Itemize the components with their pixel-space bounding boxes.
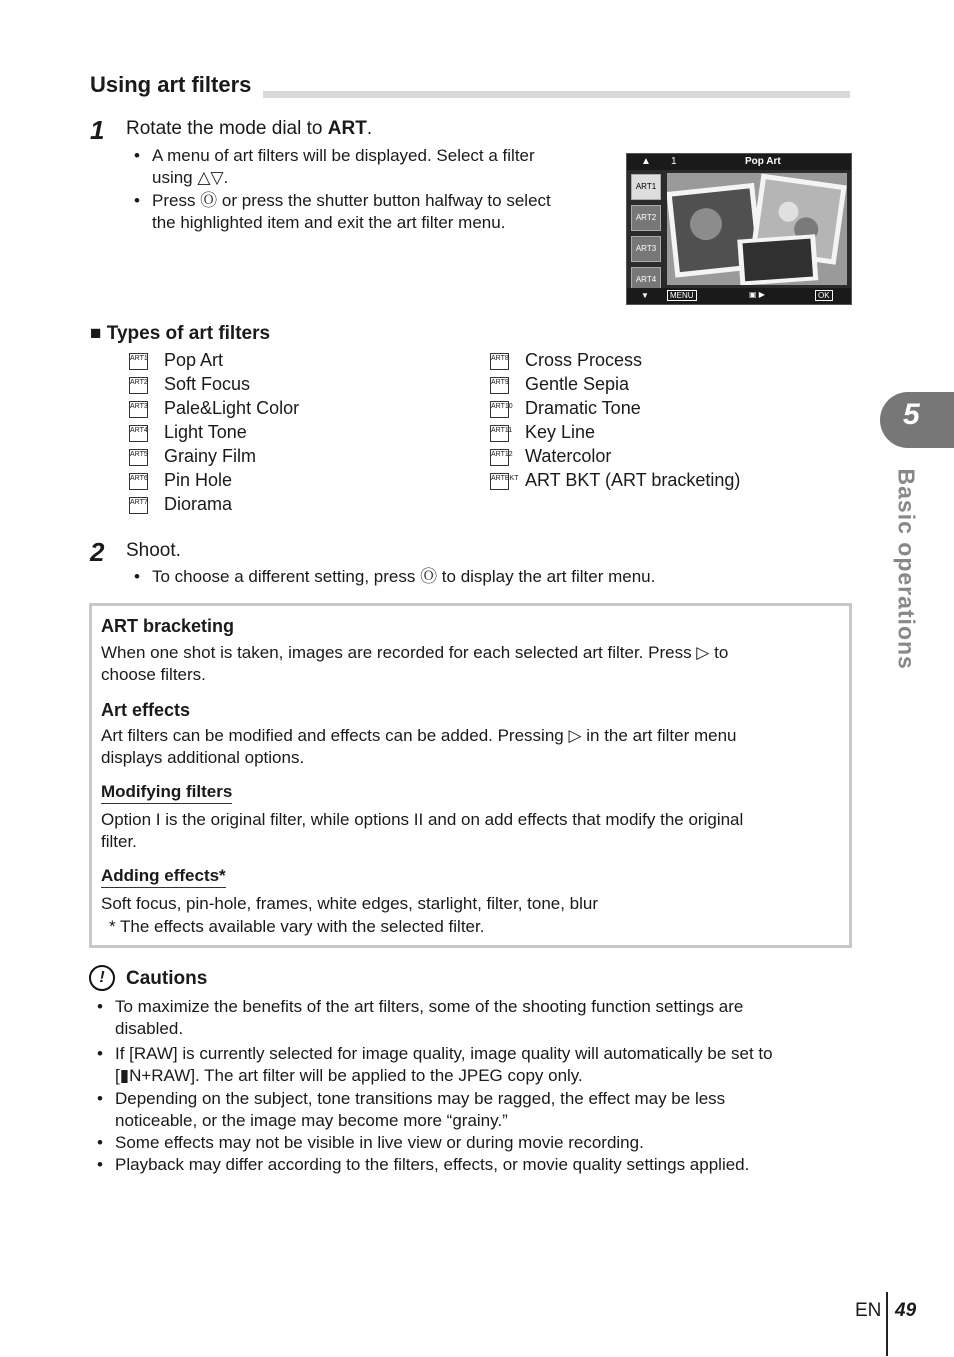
filter-item — [129, 446, 299, 470]
filter-item — [129, 398, 299, 422]
filter-item — [129, 470, 299, 494]
step-2-number: 2 — [90, 537, 105, 567]
filter-item — [490, 446, 740, 470]
box-line: filter. — [101, 832, 137, 851]
caution-line: Some effects may not be visible in live view or during movie recording. — [115, 1133, 644, 1152]
step-1-text — [126, 118, 372, 140]
bullet-dot: • — [97, 1133, 103, 1152]
types-title-text: Types of art filters — [106, 323, 271, 344]
step-2-bullet — [134, 566, 834, 588]
types-title — [90, 323, 270, 345]
photo-collage-icon — [667, 173, 847, 285]
filter-label: Dramatic Tone — [525, 398, 641, 418]
bullet-line: using △▽. — [152, 168, 229, 187]
square-bullet-icon: ■ — [90, 323, 102, 344]
art-filter-icon: ART1 — [631, 174, 661, 200]
bullet-line: To choose a different setting, press Ⓞ to display the art filter menu. — [152, 567, 656, 586]
step-1-mode: ART — [327, 118, 367, 139]
filter-label: Pop Art — [164, 350, 224, 370]
step-1-number: 1 — [90, 115, 105, 145]
modifying-filters-heading: Modifying filters — [101, 782, 232, 804]
art-filter-icon: ART8 — [490, 353, 509, 370]
title-rule — [263, 91, 850, 98]
filter-label: ART BKT (ART bracketing) — [525, 470, 741, 490]
page-number: 49 — [895, 1300, 917, 1321]
chapter-number: 5 — [903, 398, 920, 431]
adding-effects-heading: Adding effects* — [101, 866, 226, 888]
box-line: displays additional options. — [101, 748, 305, 767]
caution-line: noticeable, or the image may become more “grainy.” — [115, 1111, 508, 1130]
caution-item — [97, 1088, 837, 1132]
art-filter-icon: ART4 — [129, 425, 148, 442]
footer-language: EN — [855, 1300, 882, 1321]
filter-label: Key Line — [525, 422, 596, 442]
art-bracketing-text — [101, 642, 841, 686]
filter-item — [490, 398, 740, 422]
camera-screen-top-bar — [627, 154, 851, 170]
effect-settings-icon: ▣ ▶ — [749, 290, 765, 299]
caution-line: Playback may differ according to the filters, effects, or movie quality settings applied. — [115, 1155, 750, 1174]
art-info-box — [89, 603, 852, 948]
filter-label: Pale&Light Color — [164, 398, 300, 418]
art-filter-icon: ART9 — [490, 377, 509, 394]
down-arrow-icon: ▼ — [641, 291, 649, 300]
up-arrow-icon: ▲ — [641, 156, 651, 167]
caution-line: Depending on the subject, tone transitions may be ragged, the effect may be less — [115, 1089, 726, 1108]
bullet-dot: • — [134, 191, 140, 210]
caution-item — [97, 996, 837, 1040]
filter-label: Soft Focus — [164, 374, 251, 394]
filter-label: Diorama — [164, 494, 233, 514]
bullet-line: the highlighted item and exit the art filter menu. — [152, 213, 506, 232]
art-filter-icon: ART11 — [490, 425, 509, 442]
box-line: Art filters can be modified and effects can be added. Pressing ▷ in the art filter menu — [101, 726, 737, 745]
camera-screen-number: 1 — [671, 156, 677, 167]
caution-item — [97, 1043, 837, 1087]
step-1-bullet-1 — [134, 145, 604, 189]
modifying-filters-text — [101, 809, 841, 853]
art-filter-icon: ART2 — [631, 205, 661, 231]
step-1-suffix: . — [366, 118, 373, 139]
filter-item — [129, 374, 299, 398]
box-line: Option I is the original filter, while options II and on add effects that modify the original — [101, 810, 744, 829]
filter-label: Cross Process — [525, 350, 643, 370]
art-filter-icon: ART10 — [490, 401, 509, 418]
bullet-dot: • — [97, 1044, 103, 1063]
filter-item — [129, 350, 299, 374]
filter-label: Gentle Sepia — [525, 374, 630, 394]
art-filter-icon: ART3 — [129, 401, 148, 418]
caution-line: To maximize the benefits of the art filters, some of the shooting function settings are — [115, 997, 744, 1016]
ok-button-icon: OK — [815, 290, 833, 301]
adding-effects-text: Soft focus, pin-hole, frames, white edges, starlight, filter, tone, blur — [101, 894, 599, 913]
art-effects-text — [101, 725, 841, 769]
art-filter-icon: ART3 — [631, 236, 661, 262]
caution-item — [97, 1154, 837, 1176]
camera-screen — [626, 153, 852, 305]
filter-item — [490, 374, 740, 398]
pop-art-preview-photo — [667, 173, 847, 285]
filter-label: Pin Hole — [164, 470, 233, 490]
art-effects-heading: Art effects — [101, 700, 191, 720]
step-1-bullet-2 — [134, 190, 604, 234]
art-filter-icon: ART4 — [631, 267, 661, 293]
filter-item — [129, 494, 299, 518]
art-filter-icon: ART12 — [490, 449, 509, 466]
art-filter-icon: ART7 — [129, 497, 148, 514]
art-filter-icon: ART1 — [129, 353, 148, 370]
art-filter-icon: ART6 — [129, 473, 148, 490]
box-line: When one shot is taken, images are recorded for each selected art filter. Press ▷ to — [101, 643, 729, 662]
art-filter-icon: ART5 — [129, 449, 148, 466]
bullet-line: A menu of art filters will be displayed. Select a filter — [152, 146, 535, 165]
filter-item — [490, 470, 740, 494]
bullet-dot: • — [134, 567, 140, 586]
box-line: choose filters. — [101, 665, 206, 684]
effects-footnote: * The effects available vary with the selected filter. — [109, 917, 485, 936]
bullet-line: Press Ⓞ or press the shutter button halfway to select — [152, 191, 551, 210]
camera-screen-bottom-bar — [627, 288, 851, 304]
cautions-title: Cautions — [126, 968, 208, 989]
bullet-dot: • — [97, 997, 103, 1016]
filter-list-left — [129, 350, 299, 518]
menu-button-icon: MENU — [667, 290, 697, 301]
filter-label: Watercolor — [525, 446, 612, 466]
filter-label: Light Tone — [164, 422, 247, 442]
bullet-dot: • — [97, 1089, 103, 1108]
art-filter-icon: ARTBKT — [490, 473, 509, 490]
caution-line: If [RAW] is currently selected for image quality, image quality will automatically be set to — [115, 1044, 773, 1063]
bullet-dot: • — [134, 146, 140, 165]
filter-label: Grainy Film — [164, 446, 257, 466]
filter-list-right — [490, 350, 740, 494]
bullet-dot: • — [97, 1155, 103, 1174]
step-1-prefix: Rotate the mode dial to — [126, 118, 328, 139]
filter-item — [490, 350, 740, 374]
filter-item — [490, 422, 740, 446]
caution-line: [▮N+RAW]. The art filter will be applied to the JPEG copy only. — [115, 1066, 583, 1085]
camera-screen-title: Pop Art — [745, 156, 781, 167]
step-2-text: Shoot. — [126, 540, 181, 561]
caution-icon: ! — [89, 965, 115, 991]
chapter-label: Basic operations — [893, 468, 920, 670]
caution-item — [97, 1132, 837, 1154]
filter-item — [129, 422, 299, 446]
art-bracketing-heading: ART bracketing — [101, 616, 235, 636]
footer-rule — [886, 1292, 888, 1356]
section-title: Using art filters — [90, 72, 252, 97]
caution-line: disabled. — [115, 1019, 184, 1038]
art-filter-icon: ART2 — [129, 377, 148, 394]
camera-screen-filter-list — [631, 174, 661, 298]
